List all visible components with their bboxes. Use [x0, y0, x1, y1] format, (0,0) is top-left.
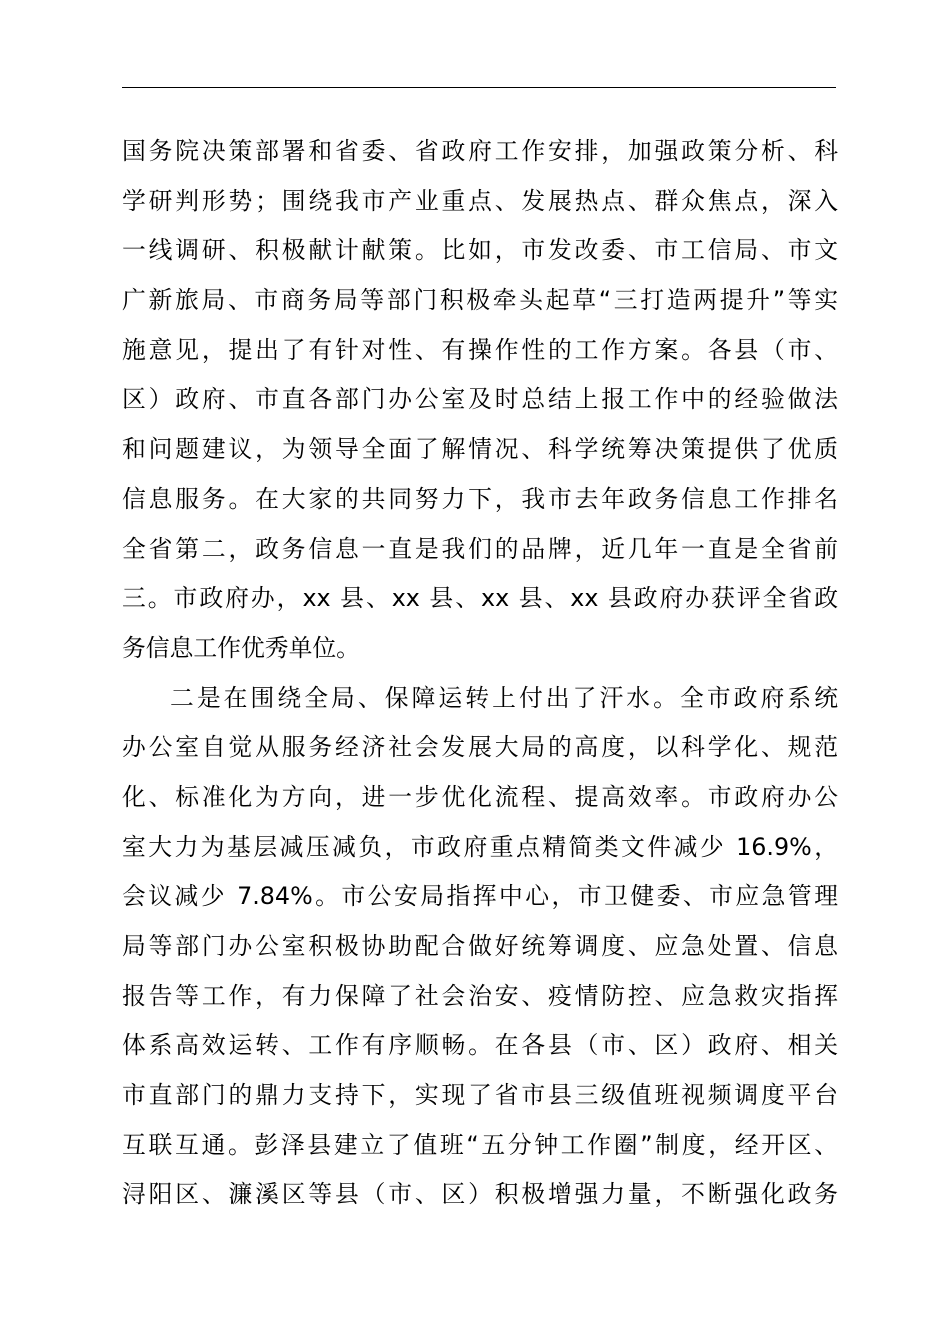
text-line: 学研判形势；围绕我市产业重点、发展热点、群众焦点，深入: [122, 186, 838, 215]
text-line: 室大力为基层减压减负，市政府重点精简类文件减少 16.9%，: [122, 832, 838, 861]
text-line: 二是在围绕全局、保障运转上付出了汗水。全市政府系统: [170, 683, 838, 712]
paragraph-2: [122, 674, 838, 1221]
text-line: 和问题建议，为领导全面了解情况、科学统筹决策提供了优质: [122, 435, 838, 464]
text-line: 三。市政府办，xx 县、xx 县、xx 县、xx 县政府办获评全省政: [122, 584, 838, 613]
text-line: 办公室自觉从服务经济社会发展大局的高度，以科学化、规范: [122, 733, 838, 762]
text-line: 局等部门办公室积极协助配合做好统筹调度、应急处置、信息: [122, 932, 838, 960]
text-line: 化、标准化为方向，进一步优化流程、提高效率。市政府办公: [122, 782, 838, 811]
text-line: 施意见，提出了有针对性、有操作性的工作方案。各县（市、: [122, 335, 838, 364]
text-line: 广新旅局、市商务局等部门积极牵头起草“三打造两提升”等实: [122, 286, 838, 315]
header-rule: [122, 87, 836, 88]
text-line: 体系高效运转、工作有序顺畅。在各县（市、区）政府、相关: [122, 1031, 838, 1060]
text-line: 信息服务。在大家的共同努力下，我市去年政务信息工作排名: [122, 484, 838, 513]
text-line: 区）政府、市直各部门办公室及时总结上报工作中的经验做法: [122, 385, 838, 414]
text-line: 报告等工作，有力保障了社会治安、疫情防控、应急救灾指挥: [122, 981, 838, 1010]
paragraph-1: [122, 127, 838, 674]
text-line: 浔阳区、濂溪区等县（市、区）积极增强力量，不断强化政务: [122, 1180, 838, 1209]
text-line: 国务院决策部署和省委、省政府工作安排，加强政策分析、科: [122, 137, 838, 165]
text-line: 市直部门的鼎力支持下，实现了省市县三级值班视频调度平台: [122, 1081, 838, 1110]
body-text: [122, 127, 838, 1220]
text-line: 互联互通。彭泽县建立了值班“五分钟工作圈”制度，经开区、: [122, 1130, 838, 1159]
text-line: 全省第二，政务信息一直是我们的品牌，近几年一直是全省前: [122, 534, 838, 563]
text-line: 务信息工作优秀单位。: [122, 633, 360, 662]
text-line: 一线调研、积极献计献策。比如，市发改委、市工信局、市文: [122, 236, 838, 265]
text-line: 会议减少 7.84%。市公安局指挥中心，市卫健委、市应急管理: [122, 882, 838, 911]
